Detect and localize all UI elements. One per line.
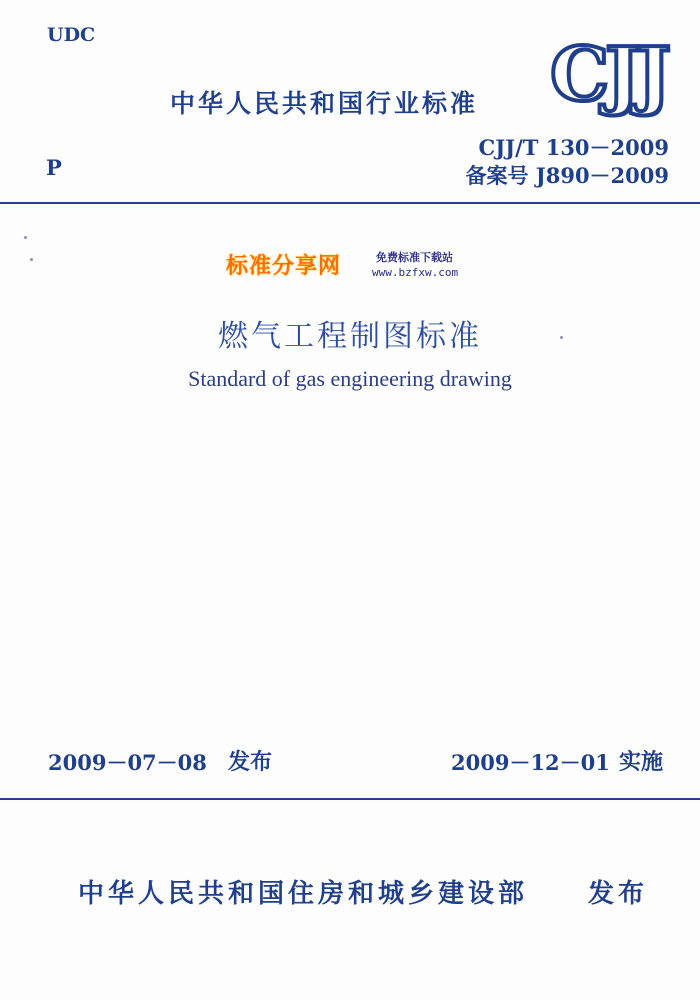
udc-label: UDC xyxy=(47,24,96,46)
publisher-name: 中华人民共和国住房和城乡建设部 xyxy=(78,879,529,909)
document-title-chinese: 燃气工程制图标准 xyxy=(218,319,482,354)
document-title-english: Standard of gas engineering drawing xyxy=(188,366,512,391)
watermark-tagline: 免费标准下载站 xyxy=(376,251,453,264)
cjj-logo: CJJ xyxy=(550,32,667,118)
issue-date: 2009－07－08 xyxy=(48,750,207,775)
top-divider xyxy=(0,202,700,204)
publish-label: 发布 xyxy=(588,879,649,909)
industry-standard-title: 中华人民共和国行业标准 xyxy=(170,89,479,118)
watermark-site-name: 标准分享网 xyxy=(226,254,342,279)
record-number: 备案号 J890－2009 xyxy=(465,163,669,188)
scan-speck xyxy=(30,258,33,261)
implement-label: 实施 xyxy=(619,750,664,775)
watermark-url: www.bzfxw.com xyxy=(372,266,459,279)
watermark xyxy=(224,249,486,283)
bottom-divider xyxy=(0,798,700,800)
issue-label: 发布 xyxy=(228,750,273,775)
category-label: P xyxy=(46,155,62,180)
scan-speck xyxy=(24,236,27,239)
standard-code: CJJ/T 130－2009 xyxy=(478,135,669,160)
implement-date: 2009－12－01 xyxy=(451,750,610,775)
